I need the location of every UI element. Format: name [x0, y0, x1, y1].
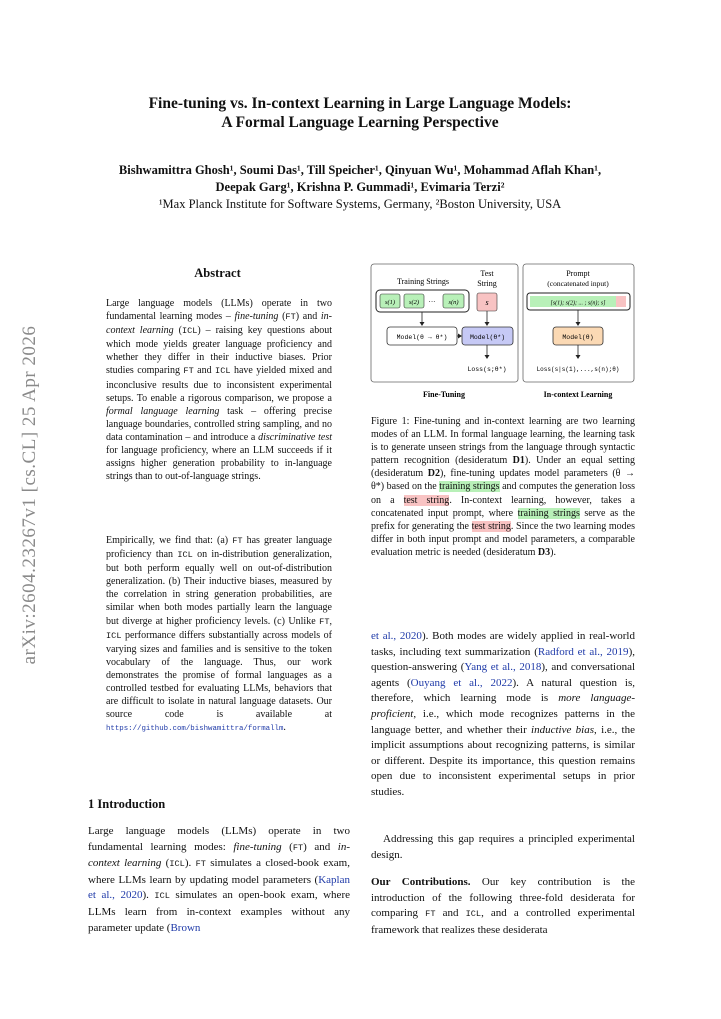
intro-paragraph-1: Large language models (LLMs) operate in two fundamental learning modes: fine-tuning (FT) and in-context learning (ICL). FT simulates a closed-book exam, where LLMs learn by updating model parameters (Kaplan et al., 2020). ICL simulates an open-book exam, where LLMs learn from in-context examples without any parameter update (Brown: [88, 825, 350, 934]
highlight-test-string: test string: [403, 494, 450, 506]
citation-link[interactable]: Radford et al., 2019: [537, 645, 629, 658]
prompt-sublabel: (concatenated input): [547, 279, 609, 288]
icl-panel-label: In-context Learning: [543, 390, 613, 399]
authors-line-2: Deepak Garg¹, Krishna P. Gummadi¹, Evimaria Terzi²: [215, 179, 505, 194]
model-update-label: Model(θ → θ*): [396, 334, 448, 341]
prompt-test-highlight: [616, 296, 626, 307]
paper-title: [60, 94, 660, 132]
intro-paragraph-1-continued: et al., 2020). Both modes are widely applied in real-world tasks, including text summarization (Radford et al., 2019), question-answering (Yang et al., 2018), and conversational agents (Ouyang et al., 2022). A natural question is, therefore, which learning mode is more language-proficient, i.e., which mode recognizes patterns in the language better, and whether their inductive bias, i.e., the implicit assumptions about recognizing patterns, is similar or different. Despite its importance, this question remains open due to inconsistent experimental setups in prior studies.: [371, 630, 636, 798]
ellipsis: ···: [428, 298, 436, 306]
authors-line-1: Bishwamittra Ghosh¹, Soumi Das¹, Till Speicher¹, Qinyuan Wu¹, Mohammad Aflah Khan¹,: [118, 163, 602, 177]
icl-loss-label: Loss(s|s(1),...,s(n);θ): [536, 366, 620, 373]
abstract-heading: Abstract: [194, 266, 241, 280]
citation-link[interactable]: et al., 2020: [371, 630, 422, 642]
abstract-paragraph-1: Large language models (LLMs) operate in two fundamental learning modes – fine-tuning (FT) and in-context learning (ICL) – raising key questions about which mode yields greater language proficiency and whether they differ in their inductive biases. Prior studies comparing FT and ICL have yielded mixed and inconclusive results due to inconsistent experimental setups. To enable a rigorous comparison, we propose a formal language learning task – offering precise language boundaries, controlled string sampling, and no data contamination – and introduce a discriminative test for language proficiency, where an LLM succeeds if it assigns higher generation probability to in-language strings than to out-of-language strings.: [106, 298, 333, 483]
contributions-heading: Our Contributions.: [371, 876, 471, 888]
test-string-s: s: [485, 298, 489, 307]
highlight-test-string: test string: [471, 520, 511, 532]
citation-link[interactable]: Ouyang et al., 2022: [410, 676, 513, 689]
figure-1-diagram: [370, 263, 635, 403]
citation-link[interactable]: Yang et al., 2018: [464, 661, 542, 674]
training-string-s2: s(2): [408, 299, 420, 306]
prompt-label: Prompt: [566, 269, 590, 278]
arxiv-stamp-text: arXiv:2604.23267v1 [cs.CL] 25 Apr 2026: [19, 325, 40, 665]
author-list: [60, 162, 660, 195]
figure-1-caption: Figure 1: Fine-tuning and in-context learning are two learning modes of an LLM. In formal language learning, the learning task is to generate unseen strings from the language through syntactic pattern recognition (desideratum D1). Under an equal setting (desideratum D2), fine-tuning updates model parameters (θ → θ*) based on the training strings and computes the generation loss on a test string. In-context learning, however, takes a concatenated input prompt, where training strings serve as the prefix for generating the test string. Since the two learning modes differ in both input prompt and model parameters, a comparable evaluation metric is needed (desideratum D3).: [371, 416, 636, 558]
section-heading-introduction: 1 Introduction: [88, 797, 166, 811]
title-line-1: Fine-tuning vs. In-context Learning in Large Language Models:: [148, 95, 572, 112]
training-strings-label: Training Strings: [397, 277, 449, 286]
model-icl-label: Model(θ): [562, 334, 594, 341]
abstract-paragraph-2: Empirically, we find that: (a) FT has greater language proficiency than ICL on in-distribution generalization, but both perform equally well on out-of-distribution generalization. (b) Their inductive biases, measured by the correlation in string generation probabilities, are similar when both modes partially learn the language but diverge at higher proficiency levels. (c) Unlike FT, ICL performance differs substantially across models of varying sizes and families and is sensitive to the token vocabulary of the language. Thus, our work demonstrates the promise of formal languages as a controlled testbed for evaluating LLMs, behaviors that are difficult to isolate in natural language datasets. Our source code is available at https://github.com/bishwamittra/formallm.: [106, 535, 332, 734]
highlight-training-strings: training strings: [439, 481, 500, 493]
citation-link[interactable]: Brown: [170, 921, 201, 934]
affiliation: ¹Max Planck Institute for Software Systems, Germany, ²Boston University, USA: [158, 197, 562, 211]
contributions-paragraph: Our Contributions. Our key contribution is the introduction of the following three-fold desiderata for comparing FT and ICL, and a controlled experimental framework that realizes these desiderata: [371, 876, 636, 936]
intro-paragraph-2: Addressing this gap requires a principled experimental design.: [371, 833, 635, 861]
prompt-sequence: [s(1); s(2); ... ; s(n); s]: [550, 300, 606, 307]
source-code-link[interactable]: https://github.com/bishwamittra/formallm: [106, 725, 284, 734]
arxiv-stamp: [18, 290, 42, 700]
training-string-s1: s(1): [384, 299, 396, 306]
citation-link[interactable]: Kaplan et al., 2020: [88, 873, 350, 902]
fine-tuning-panel-label: Fine-Tuning: [423, 390, 465, 399]
model-finetuned-label: Model(θ*): [469, 334, 506, 341]
highlight-training-strings: training strings: [517, 507, 580, 519]
test-label-1: Test: [480, 269, 494, 278]
training-string-sn: s(n): [448, 299, 459, 306]
title-line-2: A Formal Language Learning Perspective: [221, 114, 499, 131]
ft-loss-label: Loss(s;θ*): [467, 366, 507, 373]
test-label-2: String: [477, 279, 497, 288]
